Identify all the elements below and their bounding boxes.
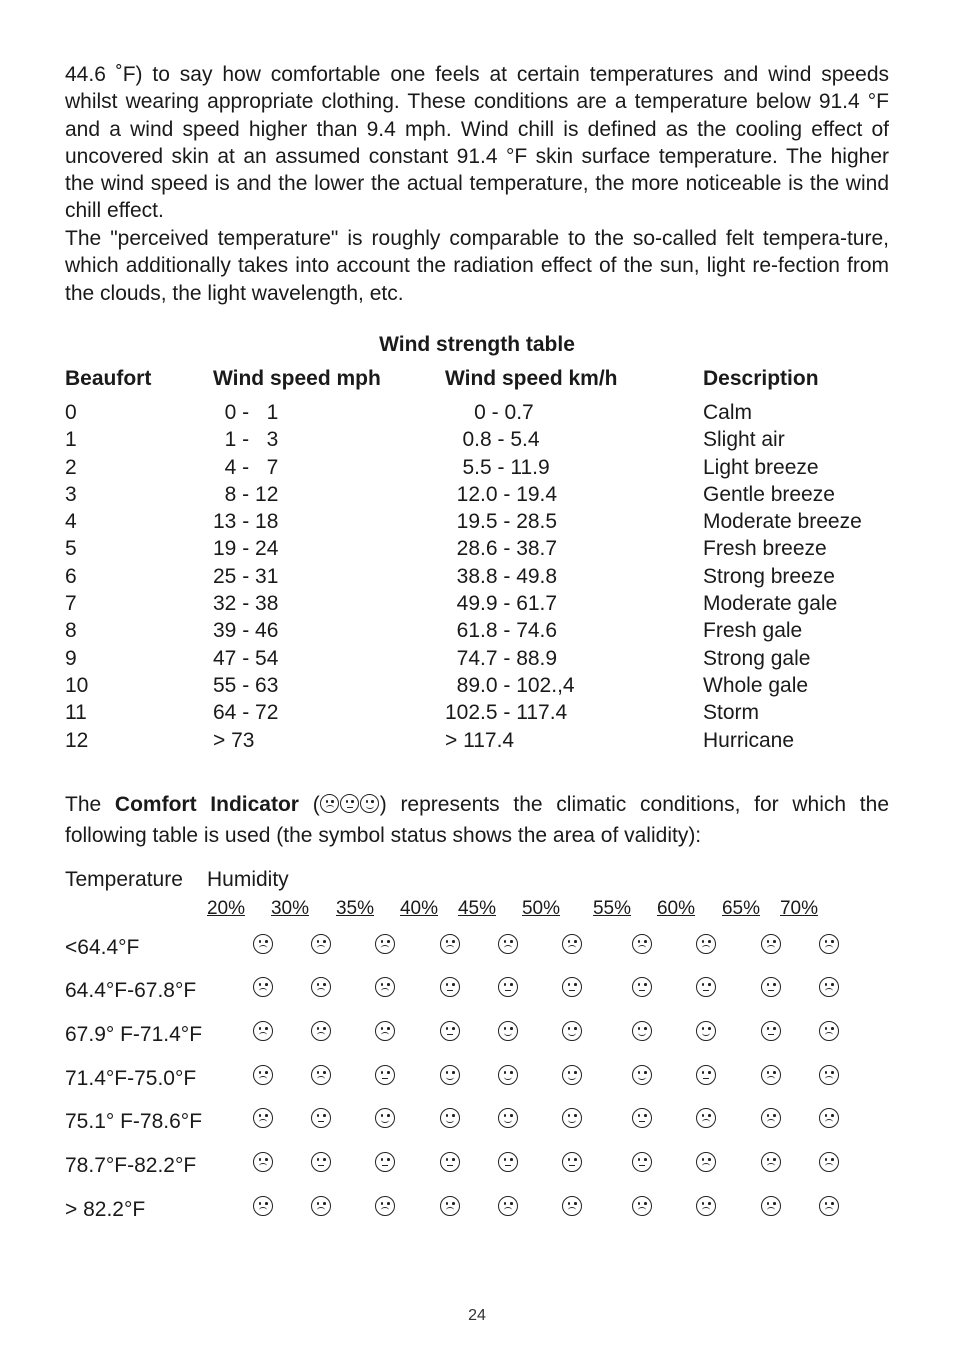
kmh-cell: 38.8 - 49.8 [445,564,558,588]
sad-face-icon [819,934,839,954]
happy-face-icon [562,1021,582,1041]
neutral-face-icon [375,1152,395,1172]
sad-face-icon [440,934,460,954]
neutral-face-icon [498,977,518,997]
sad-face-icon [819,977,839,997]
happy-face-icon [498,1021,518,1041]
mph-cell: 47 - 54 [213,646,279,670]
header-temperature: Temperature [65,868,183,891]
beaufort-cell: 7 [65,592,77,616]
humidity-column-label: 65% [721,898,761,919]
table-row [0,537,954,564]
sad-face-icon [696,1152,716,1172]
sad-face-icon [375,934,395,954]
mph-cell: 25 - 31 [213,564,279,588]
happy-face-icon [498,1108,518,1128]
header-beaufort: Beaufort [65,367,152,390]
humidity-columns [0,898,954,922]
beaufort-cell: 8 [65,619,77,643]
sad-face-icon [375,1196,395,1216]
beaufort-cell: 12 [65,728,89,752]
sad-face-icon [375,1021,395,1041]
wind-table-header [0,367,954,401]
sad-face-icon [320,794,339,813]
mph-cell: 32 - 38 [213,592,279,616]
humidity-column-label: 40% [399,898,439,919]
comfort-text-open: ( [298,793,320,816]
sad-face-icon [253,1108,273,1128]
description-cell: Strong gale [703,646,811,670]
beaufort-cell: 9 [65,646,77,670]
mph-cell: 8 - 12 [213,482,279,506]
table-row [0,977,954,1007]
sad-face-icon [696,1196,716,1216]
sad-face-icon [562,1196,582,1216]
sad-face-icon [253,1065,273,1085]
table-row [0,1152,954,1182]
mph-cell: 1 - 3 [213,428,279,452]
table-row [0,934,954,964]
table-row [0,1021,954,1051]
table-row [0,647,954,674]
neutral-face-icon [632,977,652,997]
kmh-cell: > 117.4 [445,728,515,752]
inline-faces [320,792,380,821]
sad-face-icon [696,1108,716,1128]
kmh-cell: 0.8 - 5.4 [445,428,540,452]
humidity-column-label: 60% [656,898,696,919]
header-mph: Wind speed mph [213,367,381,390]
humidity-column-label: 20% [206,898,246,919]
beaufort-cell: 11 [65,701,87,725]
description-cell: Moderate gale [703,592,838,616]
sad-face-icon [819,1065,839,1085]
neutral-face-icon [311,1108,331,1128]
neutral-face-icon [440,977,460,997]
sad-face-icon [253,934,273,954]
neutral-face-icon [632,1152,652,1172]
sad-face-icon [632,1196,652,1216]
happy-face-icon [440,1108,460,1128]
humidity-column-label: 35% [335,898,375,919]
page-number: 24 [468,1307,486,1324]
description-cell: Calm [703,401,753,424]
sad-face-icon [253,1196,273,1216]
sad-face-icon [562,934,582,954]
table-row [0,565,954,592]
sad-face-icon [632,934,652,954]
table-row [0,674,954,701]
happy-face-icon [696,1021,716,1041]
description-cell: Light breeze [703,455,819,479]
sad-face-icon [440,1196,460,1216]
temperature-label: 67.9° F-71.4°F [65,1023,203,1046]
mph-cell: 0 - 1 [213,401,279,424]
humidity-column-label: 55% [592,898,632,919]
table-row [0,619,954,646]
header-humidity: Humidity [207,868,289,891]
sad-face-icon [311,934,331,954]
sad-face-icon [498,1196,518,1216]
table-row [0,701,954,728]
mph-cell: 39 - 46 [213,619,279,643]
happy-face-icon [498,1065,518,1085]
kmh-cell: 89.0 - 102.,4 [445,673,575,697]
neutral-face-icon [498,1152,518,1172]
comfort-text-after: ) represents the climatic conditions, for which the following table is used (the symbol status shows the area of validity): [65,793,889,847]
table-row [0,401,954,428]
beaufort-cell: 3 [65,482,77,506]
beaufort-cell: 1 [65,428,77,452]
sad-face-icon [819,1021,839,1041]
beaufort-cell: 10 [65,673,89,697]
neutral-face-icon [696,1065,716,1085]
sad-face-icon [253,1152,273,1172]
happy-face-icon [375,1108,395,1128]
neutral-face-icon [761,1021,781,1041]
neutral-face-icon [340,794,359,813]
temperature-label: <64.4°F [65,936,140,959]
sad-face-icon [761,1152,781,1172]
sad-face-icon [819,1152,839,1172]
sad-face-icon [311,1065,331,1085]
beaufort-cell: 0 [65,401,77,424]
wind-table-title: Wind strength table [379,333,575,356]
kmh-cell: 74.7 - 88.9 [445,646,558,670]
intro-paragraph-2: The "perceived temperature" is roughly comparable to the so-called felt tempera-ture, which additionally takes into account the radiation effect of the sun, light re-fection from the clouds, the light wavelength, etc. [65,227,889,305]
sad-face-icon [761,1196,781,1216]
sad-face-icon [761,1065,781,1085]
kmh-cell: 61.8 - 74.6 [445,619,558,643]
table-row [0,428,954,455]
kmh-cell: 102.5 - 117.4 [445,701,568,725]
comfort-table-header [0,868,954,895]
neutral-face-icon [440,1021,460,1041]
happy-face-icon [632,1021,652,1041]
description-cell: Gentle breeze [703,482,835,506]
table-row [0,510,954,537]
table-row [0,483,954,510]
beaufort-cell: 5 [65,537,77,561]
mph-cell: > 73 [213,728,255,752]
happy-face-icon [562,1108,582,1128]
happy-face-icon [562,1065,582,1085]
comfort-text-before: The [65,793,115,816]
temperature-label: 71.4°F-75.0°F [65,1067,197,1090]
sad-face-icon [696,934,716,954]
neutral-face-icon [440,1152,460,1172]
neutral-face-icon [375,1065,395,1085]
mph-cell: 64 - 72 [213,701,279,725]
mph-cell: 4 - 7 [213,455,279,479]
kmh-cell: 49.9 - 61.7 [445,592,558,616]
temperature-label: > 82.2°F [65,1198,146,1221]
sad-face-icon [253,1021,273,1041]
sad-face-icon [498,934,518,954]
header-description: Description [703,367,819,390]
wind-strength-table [0,367,954,756]
temperature-label: 78.7°F-82.2°F [65,1154,197,1177]
humidity-column-label: 30% [270,898,310,919]
happy-face-icon [440,1065,460,1085]
neutral-face-icon [632,1108,652,1128]
neutral-face-icon [311,1152,331,1172]
comfort-indicator-label: Comfort Indicator [114,793,299,816]
description-cell: Moderate breeze [703,510,862,534]
mph-cell: 19 - 24 [213,537,279,561]
humidity-column-label: 50% [521,898,561,919]
table-row [0,1065,954,1095]
sad-face-icon [311,977,331,997]
description-cell: Fresh gale [703,619,803,643]
header-kmh: Wind speed km/h [445,367,618,390]
table-row [0,1196,954,1226]
temperature-label: 64.4°F-67.8°F [65,979,197,1002]
description-cell: Slight air [703,428,785,452]
table-row [0,456,954,483]
description-cell: Strong breeze [703,564,835,588]
beaufort-cell: 2 [65,455,77,479]
kmh-cell: 28.6 - 38.7 [445,537,558,561]
neutral-face-icon [761,977,781,997]
sad-face-icon [311,1196,331,1216]
description-cell: Whole gale [703,673,809,697]
table-row [0,729,954,756]
table-row [0,592,954,619]
sad-face-icon [819,1108,839,1128]
sad-face-icon [375,977,395,997]
humidity-column-label: 45% [457,898,497,919]
mph-cell: 55 - 63 [213,673,279,697]
temperature-label: 75.1° F-78.6°F [65,1110,203,1133]
sad-face-icon [761,934,781,954]
sad-face-icon [311,1021,331,1041]
humidity-column-label: 70% [779,898,819,919]
kmh-cell: 0 - 0.7 [445,401,534,424]
neutral-face-icon [696,977,716,997]
intro-paragraph-1: 44.6 ˚F) to say how comfortable one feels at certain temperatures and wind speeds whilst wearing appropriate clothing. These conditions are a temperature below 91.4 °F and a wind speed higher than 9.4 mph. Wind chill is defined as the cooling effect of uncovered skin at an assumed constant 91.4 °F skin surface temperature. The higher the wind speed is and the lower the actual temperature, the more noticeable is the wind chill effect. [65,63,889,223]
description-cell: Fresh breeze [703,537,827,561]
beaufort-cell: 6 [65,564,77,588]
table-row [0,1108,954,1138]
sad-face-icon [761,1108,781,1128]
kmh-cell: 12.0 - 19.4 [445,482,558,506]
beaufort-cell: 4 [65,510,77,534]
neutral-face-icon [562,1152,582,1172]
sad-face-icon [819,1196,839,1216]
sad-face-icon [253,977,273,997]
neutral-face-icon [562,977,582,997]
happy-face-icon [632,1065,652,1085]
description-cell: Storm [703,701,760,725]
description-cell: Hurricane [703,728,795,752]
kmh-cell: 5.5 - 11.9 [445,455,550,479]
comfort-intro [65,790,889,850]
happy-face-icon [360,794,379,813]
kmh-cell: 19.5 - 28.5 [445,510,558,534]
mph-cell: 13 - 18 [213,510,279,534]
